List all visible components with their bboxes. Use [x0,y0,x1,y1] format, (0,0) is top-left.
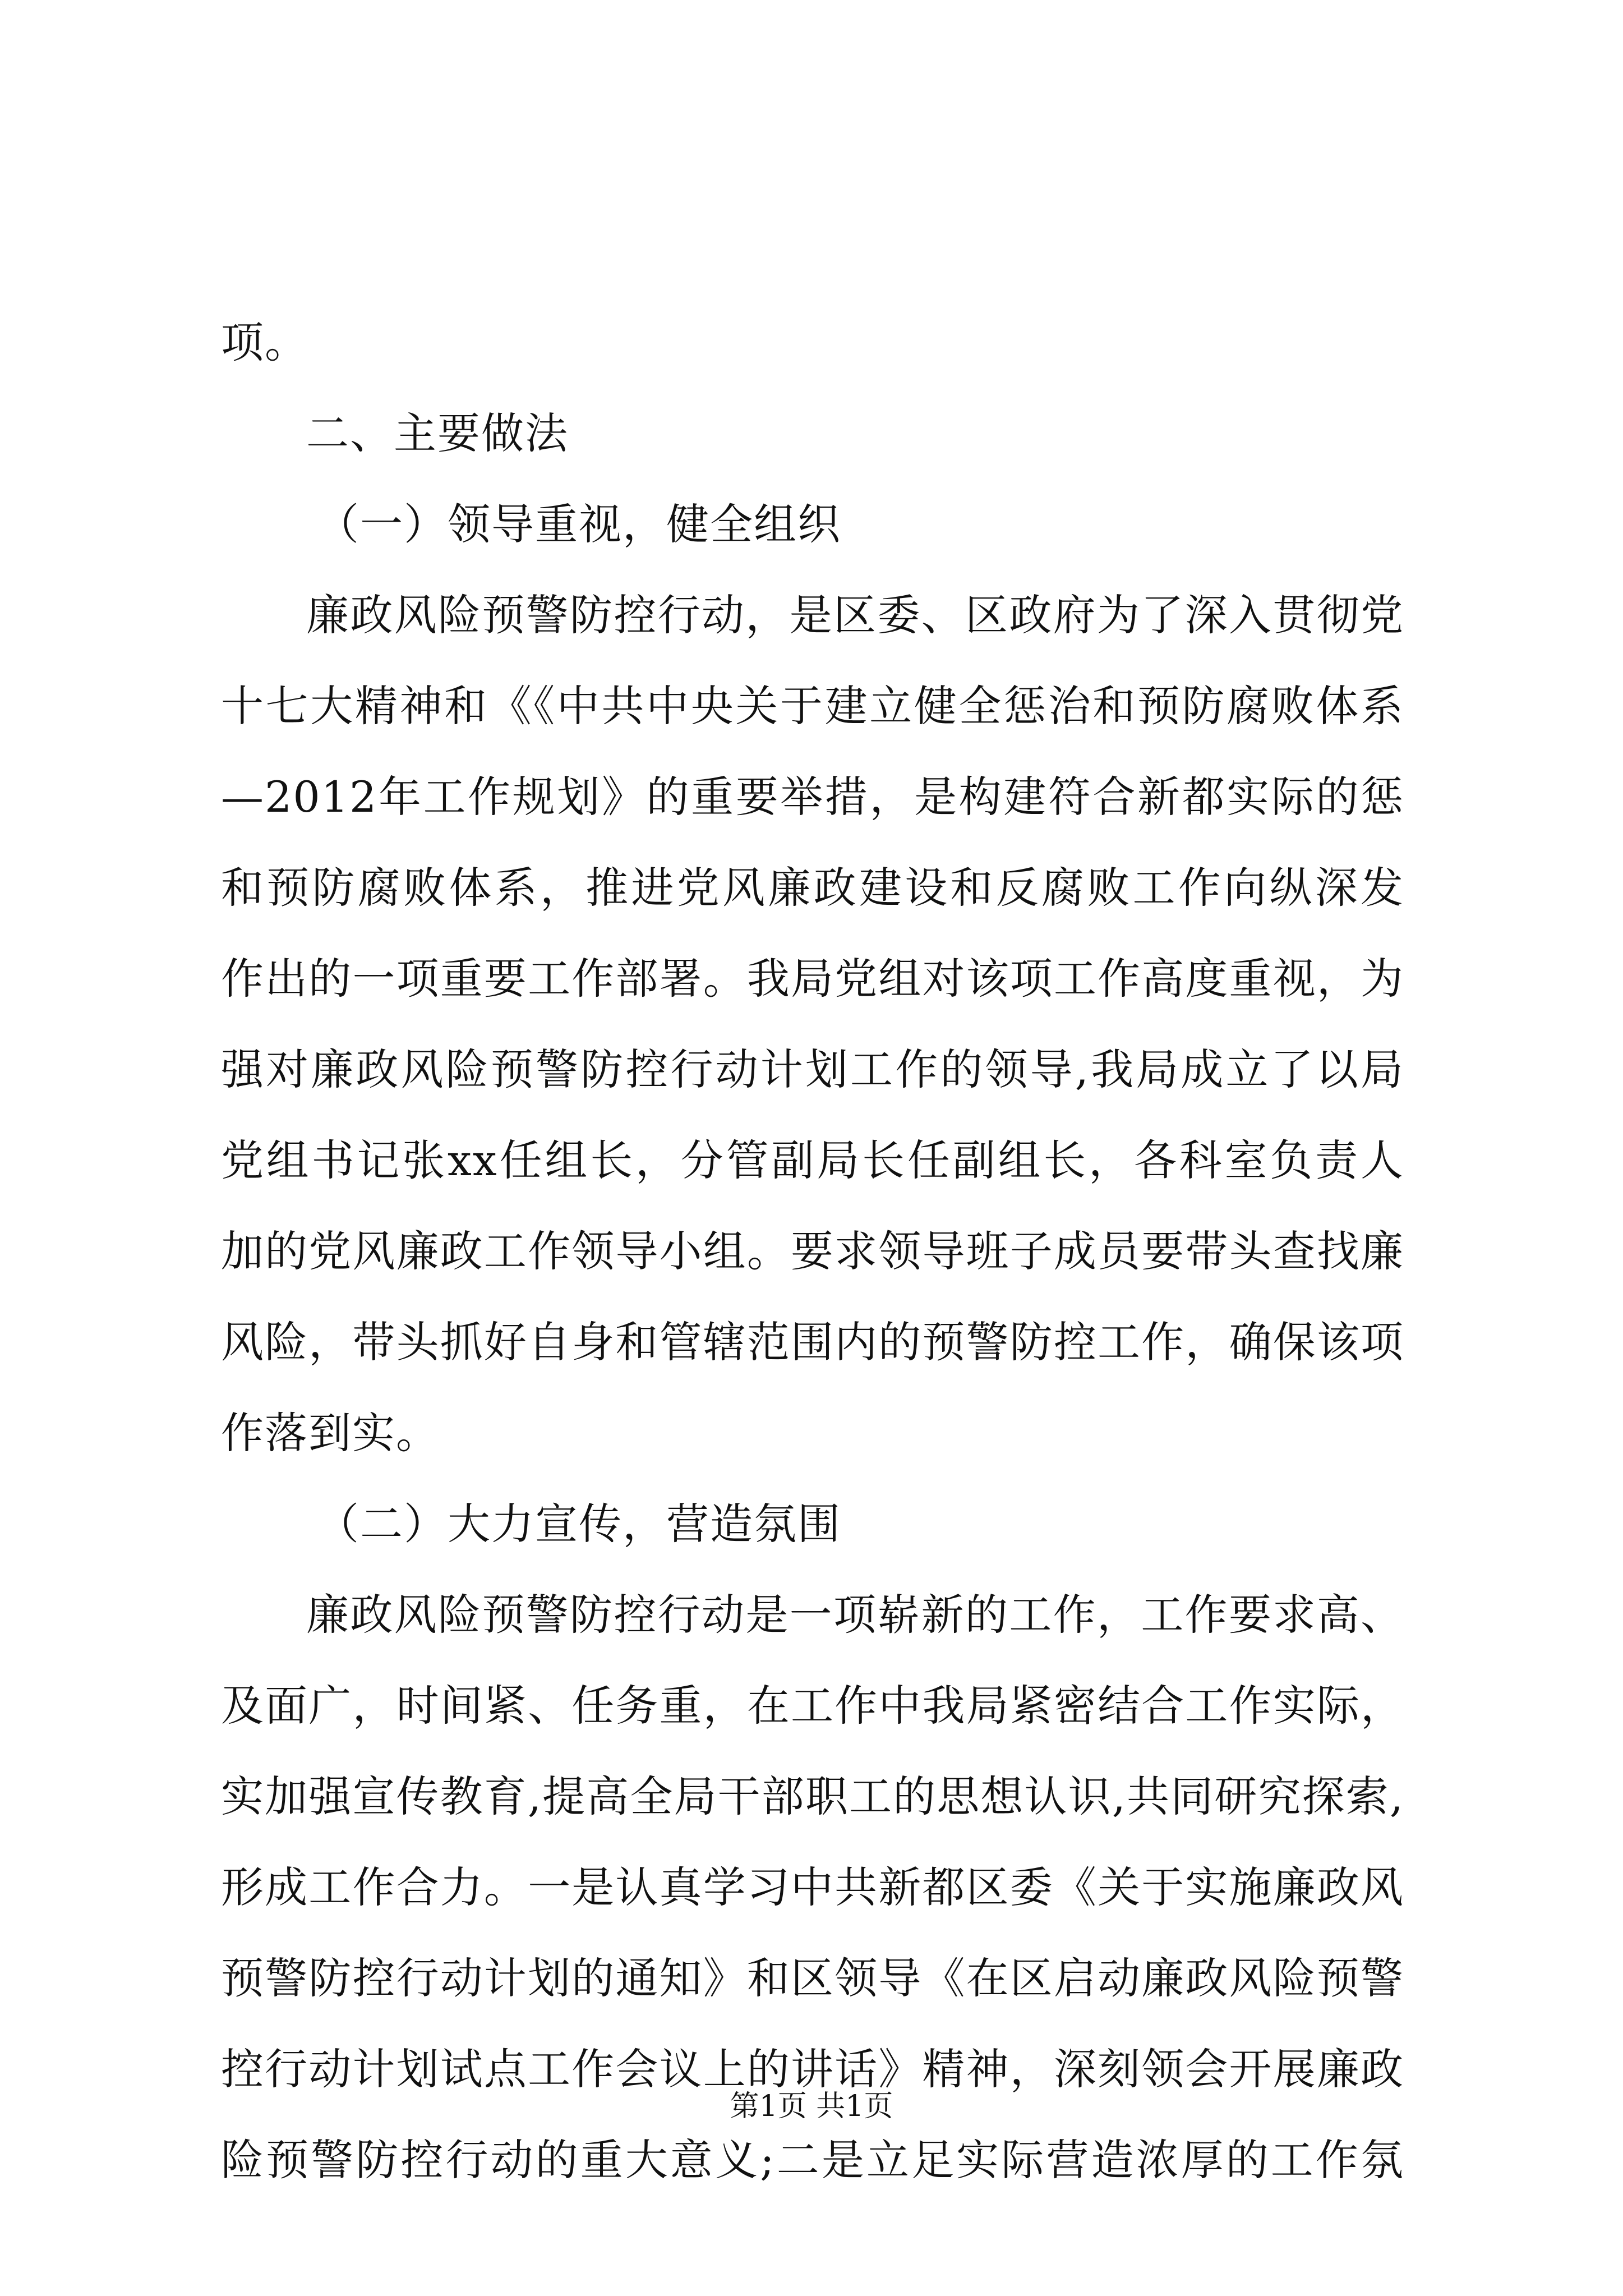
paragraph-line: 作出的一项重要工作部署。我局党组对该项工作高度重视，为 [221,954,1404,1004]
paragraph-line: 形成工作合力。一是认真学习中共新都区委《关于实施廉政风 [221,1862,1404,1912]
paragraph-line: —2012年工作规划》的重要举措，是构建符合新都实际的惩 [221,772,1404,822]
paragraph-line: 加的党风廉政工作领导小组。要求领导班子成员要带头查找廉 [221,1226,1404,1276]
paragraph-line: 廉政风险预警防控行动是一项崭新的工作，工作要求高、 [306,1590,1404,1640]
paragraph-line: 和预防腐败体系，推进党风廉政建设和反腐败工作向纵深发 [221,863,1404,913]
section-heading: 二、主要做法 [306,408,569,458]
paragraph-line: 险预警防控行动的重大意义;二是立足实际营造浓厚的工作氛 [221,2135,1404,2185]
document-body [221,297,1404,2206]
paragraph-line: 实加强宣传教育,提高全局干部职工的思想认识,共同研究探索, [221,1772,1404,1821]
paragraph-line: 风险，带头抓好自身和管辖范围内的预警防控工作，确保该项 [221,1317,1404,1367]
paragraph-line: 廉政风险预警防控行动，是区委、区政府为了深入贯彻党 [306,590,1404,640]
paragraph-line: 作落到实。 [221,1408,440,1458]
paragraph-line: 及面广，时间紧、任务重，在工作中我局紧密结合工作实际， [221,1681,1404,1731]
paragraph-line: 控行动计划试点工作会议上的讲话》精神，深刻领会开展廉政 [221,2044,1404,2094]
paragraph-line: 项。 [221,318,308,367]
paragraph-line: 强对廉政风险预警防控行动计划工作的领导,我局成立了以局 [221,1045,1404,1094]
page-number-footer: 第1页 共1页 [730,2090,893,2123]
subsection-heading: （一）领导重视，健全组织 [316,499,841,549]
subsection-heading: （二）大力宣传，营造氛围 [316,1499,841,1549]
paragraph-line: 党组书记张xx任组长，分管副局长任副组长，各科室负责人 [221,1135,1404,1185]
paragraph-line: 预警防控行动计划的通知》和区领导《在区启动廉政风险预警 [221,1953,1404,2003]
paragraph-line: 十七大精神和《《中共中央关于建立健全惩治和预防腐败体系 [221,681,1404,731]
